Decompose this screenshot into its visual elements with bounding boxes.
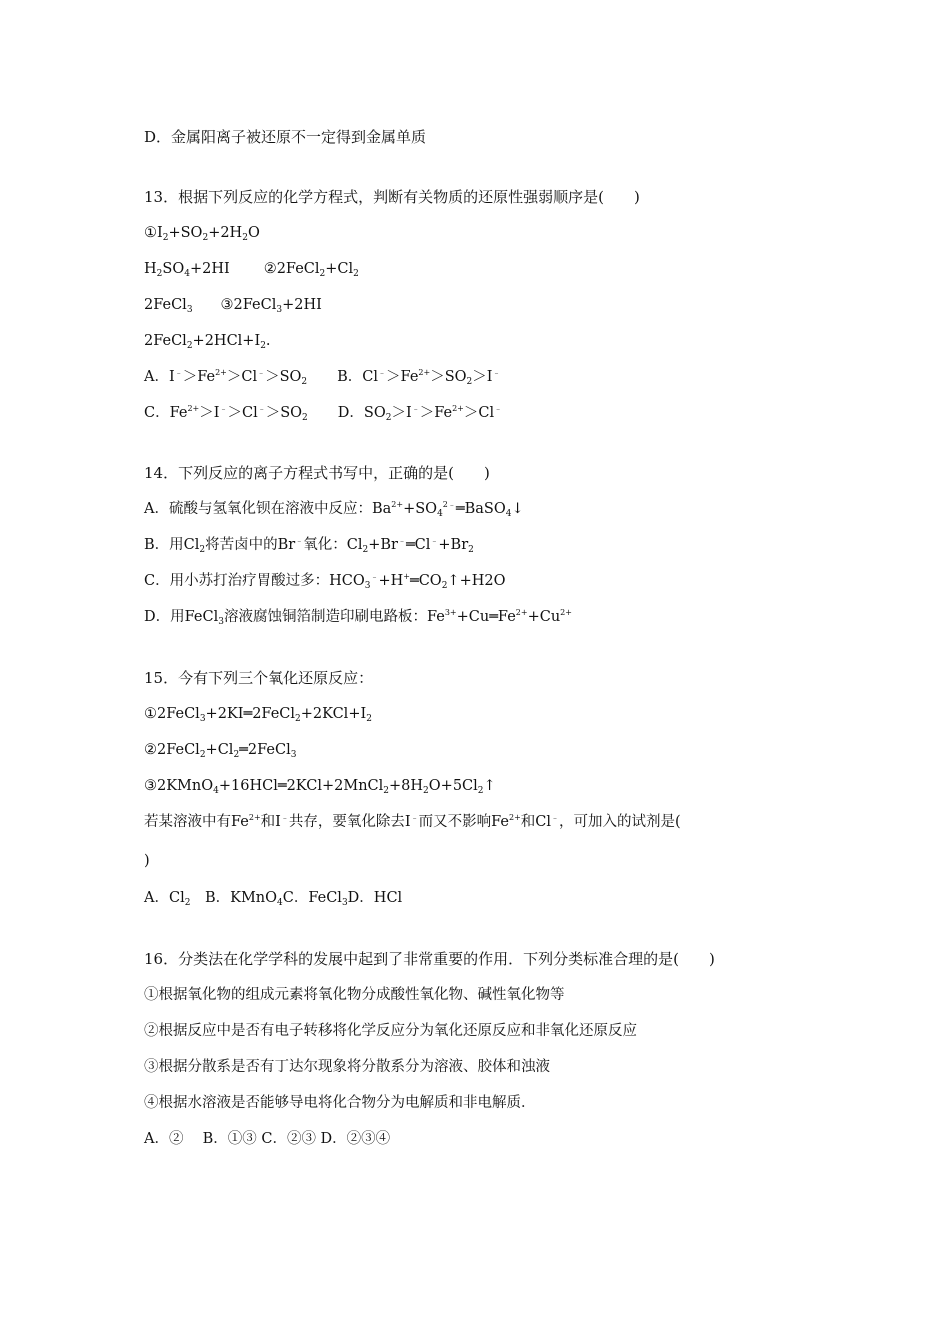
q13-stem bbox=[144, 187, 640, 207]
sub: 2 bbox=[441, 581, 448, 591]
txt: +8H bbox=[389, 778, 424, 794]
q16-statement-3 bbox=[144, 1057, 550, 1077]
q15-stem bbox=[144, 668, 373, 688]
txt: ＞Fe bbox=[182, 369, 216, 385]
txt: ═Cl bbox=[405, 537, 431, 553]
r2-so: SO bbox=[162, 261, 185, 277]
q14-stem-text: 14．下列反应的离子方程式书写中，正确的是( ) bbox=[144, 464, 490, 482]
sub: 4 bbox=[184, 269, 190, 279]
sup: 3+ bbox=[444, 608, 457, 617]
r2-hi: +2HI bbox=[189, 261, 230, 277]
q15-option-a[interactable] bbox=[144, 890, 190, 906]
sub: 2 bbox=[184, 898, 191, 908]
q16-statement-2 bbox=[144, 1021, 637, 1041]
q13-reaction-4 bbox=[144, 331, 271, 351]
sup: ﹣ bbox=[295, 536, 304, 545]
sup: 2+ bbox=[560, 608, 572, 617]
txt: ①2FeCl bbox=[144, 706, 200, 722]
txt: ＞I bbox=[199, 405, 220, 421]
up-arrow-icon: ↑ bbox=[483, 778, 496, 794]
txt: ＞Cl bbox=[463, 405, 495, 421]
txt: ③根据分散系是否有丁达尔现象将分散系分为溶液、胶体和浊液 bbox=[144, 1059, 550, 1075]
sub: 3 bbox=[290, 750, 297, 760]
q16-statement-1 bbox=[144, 985, 565, 1005]
txt: D．SO bbox=[337, 405, 386, 421]
txt: B．用Cl bbox=[144, 537, 200, 553]
sup: ﹣ bbox=[378, 368, 387, 377]
txt: 而又不影响Fe bbox=[418, 814, 509, 830]
q16-options[interactable] bbox=[144, 1129, 390, 1149]
r1-i: I bbox=[157, 225, 163, 241]
sup: ﹣ bbox=[410, 813, 419, 822]
r3-hi: +2HI bbox=[282, 297, 322, 313]
sub: 4 bbox=[505, 509, 512, 519]
txt: +SO bbox=[403, 501, 438, 517]
q12-option-d bbox=[144, 127, 426, 147]
q15-option-c[interactable] bbox=[283, 890, 348, 906]
sub: 3 bbox=[276, 305, 283, 315]
q15-reaction-2 bbox=[144, 740, 296, 760]
sup: 2+ bbox=[508, 813, 521, 822]
q15-option-d[interactable] bbox=[348, 890, 403, 906]
q12-option-d-text: D．金属阳离子被还原不一定得到金属单质 bbox=[144, 128, 427, 146]
txt: ═BaSO bbox=[455, 501, 506, 517]
txt: ，可加入的试剂是( bbox=[559, 814, 681, 830]
txt: ③2KMnO bbox=[144, 778, 214, 794]
txt: ) bbox=[144, 853, 150, 869]
txt: ＞SO bbox=[430, 369, 467, 385]
txt: 和Cl bbox=[520, 814, 552, 830]
txt: ＞I bbox=[391, 405, 412, 421]
sup: 2+ bbox=[248, 813, 261, 822]
up-arrow-icon: ↑+H2O bbox=[447, 573, 506, 589]
q13-options-cd bbox=[144, 403, 502, 423]
sub: 2 bbox=[242, 233, 248, 243]
txt: +2KI═2FeCl bbox=[205, 706, 296, 722]
sup: 2﹣ bbox=[442, 500, 456, 509]
txt: 若某溶液中有Fe bbox=[144, 814, 249, 830]
txt: D．HCl bbox=[347, 890, 403, 906]
sub: 3 bbox=[186, 305, 193, 315]
txt: B．KMnO bbox=[190, 890, 278, 906]
txt: 溶液腐蚀铜箔制造印刷电路板：Fe bbox=[223, 609, 445, 625]
txt: +Br bbox=[438, 537, 469, 553]
sub: 4 bbox=[277, 898, 283, 908]
sub: 2 bbox=[162, 233, 169, 243]
sup: 2+ bbox=[515, 608, 528, 617]
txt: ＞Fe bbox=[419, 405, 453, 421]
q16-stem bbox=[144, 949, 715, 969]
r2-cl: +Cl bbox=[325, 261, 354, 277]
txt: +16HCl═2KCl+2MnCl bbox=[218, 778, 384, 794]
q13-option-a[interactable] bbox=[144, 369, 307, 385]
sub: 2 bbox=[477, 786, 484, 796]
sup: ﹣ bbox=[494, 404, 503, 413]
sub: 2 bbox=[366, 714, 372, 724]
txt: ①根据氧化物的组成元素将氧化物分成酸性氧化物、碱性氧化物等 bbox=[144, 987, 565, 1003]
sub: 2 bbox=[468, 545, 474, 555]
r1-h: +2H bbox=[208, 225, 243, 241]
q14-option-b[interactable] bbox=[144, 535, 474, 555]
sup: ﹣ bbox=[219, 404, 228, 413]
q13-reaction-3 bbox=[144, 295, 322, 315]
sup: ﹣ bbox=[370, 572, 379, 581]
txt: A．Cl bbox=[144, 890, 185, 906]
q14-option-a[interactable] bbox=[144, 499, 524, 519]
r4-hcl: +2HCl+I bbox=[192, 333, 261, 349]
txt: ＞Fe bbox=[386, 369, 419, 385]
sub: 2 bbox=[353, 269, 359, 279]
r4-end: . bbox=[265, 333, 271, 349]
txt: 共存，要氧化除去I bbox=[288, 814, 411, 830]
txt: ②根据反应中是否有电子转移将化学反应分为氧化还原反应和非氧化还原反应 bbox=[144, 1023, 637, 1039]
q15-condition bbox=[144, 812, 681, 832]
r1-so: +SO bbox=[168, 225, 203, 241]
r3-label: ③2FeCl bbox=[220, 297, 277, 313]
sub: 4 bbox=[437, 509, 443, 519]
q15-options bbox=[144, 888, 402, 908]
txt: ＞Cl bbox=[227, 405, 258, 421]
sup: ﹣ bbox=[411, 404, 420, 413]
sub: 2 bbox=[319, 269, 326, 279]
txt: +2KCl+I bbox=[300, 706, 367, 722]
sub: 2 bbox=[385, 413, 392, 423]
sub: 2 bbox=[233, 750, 240, 760]
q14-option-c[interactable] bbox=[144, 571, 505, 591]
q13-options-ab bbox=[144, 367, 501, 387]
sub: 2 bbox=[186, 341, 193, 351]
q13-reaction-2 bbox=[144, 259, 359, 279]
sub: 2 bbox=[199, 545, 206, 555]
txt: ④根据水溶液是否能够导电将化合物分为电解质和非电解质． bbox=[144, 1095, 536, 1111]
sup: ﹣ bbox=[430, 536, 439, 545]
txt: 和I bbox=[260, 814, 281, 830]
sub: 2 bbox=[199, 750, 206, 760]
sup: 2+ bbox=[215, 368, 227, 377]
sup: ﹣ bbox=[280, 813, 289, 822]
sub: 3 bbox=[199, 714, 206, 724]
r1-o: O bbox=[247, 225, 260, 241]
sub: 2 bbox=[362, 545, 369, 555]
q14-stem bbox=[144, 463, 490, 483]
txt: A．I bbox=[144, 369, 175, 385]
sup: ﹣ bbox=[397, 536, 406, 545]
txt: B．Cl bbox=[337, 369, 379, 385]
txt: +Cu bbox=[527, 609, 561, 625]
sub: 3 bbox=[364, 581, 371, 591]
q13-reaction-1 bbox=[144, 223, 260, 243]
q13-option-c[interactable] bbox=[144, 405, 308, 421]
down-arrow-icon: ↓ bbox=[511, 501, 524, 517]
r4-fecl: 2FeCl bbox=[144, 333, 187, 349]
txt: +H bbox=[378, 573, 404, 589]
txt: C．FeCl bbox=[282, 890, 342, 906]
q15-stem-text: 15．今有下列三个氧化还原反应： bbox=[144, 669, 374, 687]
sup: ﹣ bbox=[492, 368, 501, 377]
txt: ＞I bbox=[472, 369, 493, 385]
txt: 将苦卤中的Br bbox=[205, 537, 296, 553]
sub: 2 bbox=[295, 714, 301, 724]
q15-option-b[interactable] bbox=[190, 890, 282, 906]
sub: 3 bbox=[218, 617, 224, 627]
q15-reaction-3 bbox=[144, 776, 496, 796]
sup: 2+ bbox=[391, 500, 404, 509]
q13-option-d[interactable] bbox=[338, 405, 502, 421]
sup: ﹣ bbox=[551, 813, 560, 822]
txt: ═CO bbox=[409, 573, 442, 589]
sub: 2 bbox=[383, 786, 390, 796]
r2-h: H bbox=[144, 261, 157, 277]
txt: ═2FeCl bbox=[239, 742, 291, 758]
txt: ＞SO bbox=[265, 369, 302, 385]
sup: ﹣ bbox=[257, 368, 266, 377]
txt: O+5Cl bbox=[428, 778, 478, 794]
txt: A．硫酸与氢氧化钡在溶液中反应：Ba bbox=[144, 501, 392, 517]
q13-option-b[interactable] bbox=[337, 369, 500, 385]
r1-label: ① bbox=[144, 225, 157, 241]
q13-stem-text: 13．根据下列反应的化学方程式，判断有关物质的还原性强弱顺序是( ) bbox=[144, 188, 640, 206]
sup: 2+ bbox=[418, 368, 431, 377]
r3-fecl: 2FeCl bbox=[144, 297, 187, 313]
sub: 2 bbox=[156, 269, 163, 279]
sub: 2 bbox=[202, 233, 209, 243]
txt: C．Fe bbox=[144, 405, 188, 421]
txt: 氧化：Cl bbox=[303, 537, 363, 553]
txt: D．用FeCl bbox=[144, 609, 219, 625]
q14-option-d[interactable] bbox=[144, 607, 572, 627]
txt: C．用小苏打治疗胃酸过多：HCO bbox=[144, 573, 365, 589]
r2-label: ②2FeCl bbox=[263, 261, 320, 277]
txt: ＞Cl bbox=[226, 369, 258, 385]
sub: 2 bbox=[423, 786, 429, 796]
txt: ②2FeCl bbox=[144, 742, 200, 758]
q15-reaction-1 bbox=[144, 704, 372, 724]
sup: ﹣ bbox=[174, 368, 183, 377]
sup: 2+ bbox=[452, 404, 464, 413]
sup: + bbox=[403, 572, 410, 581]
sup: ﹣ bbox=[257, 404, 266, 413]
q15-condition-end bbox=[144, 851, 150, 871]
q16-stem-text: 16．分类法在化学学科的发展中起到了非常重要的作用．下列分类标准合理的是( ) bbox=[144, 950, 715, 968]
sub: 3 bbox=[341, 898, 348, 908]
txt: +Cl bbox=[205, 742, 234, 758]
txt: +Cu═Fe bbox=[456, 609, 516, 625]
sub: 2 bbox=[466, 377, 473, 387]
sub: 2 bbox=[302, 413, 308, 423]
sub: 4 bbox=[213, 786, 219, 796]
sub: 2 bbox=[260, 341, 266, 351]
txt: ＞SO bbox=[265, 405, 303, 421]
txt: +Br bbox=[368, 537, 398, 553]
q16-statement-4 bbox=[144, 1093, 536, 1113]
sup: 2+ bbox=[187, 404, 200, 413]
sub: 2 bbox=[301, 377, 308, 387]
txt: A．② B．①③ C．②③ D．②③④ bbox=[144, 1131, 391, 1147]
